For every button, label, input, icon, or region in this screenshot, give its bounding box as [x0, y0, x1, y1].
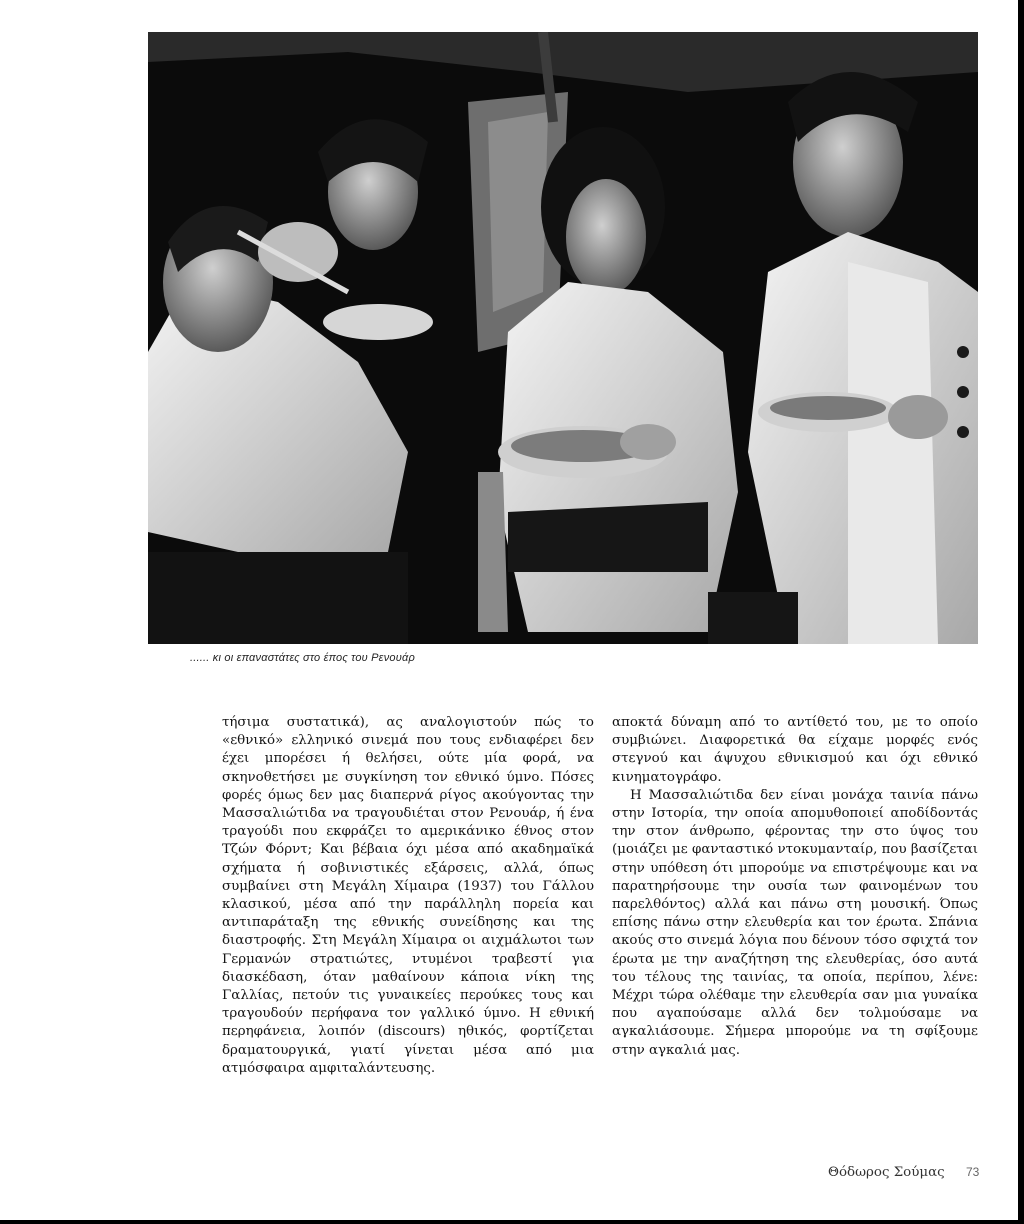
- photo-caption: ...... κι οι επαναστάτες στο έπος του Ρενουάρ: [190, 652, 415, 664]
- article-paragraph: τήσιμα συστατικά), ας αναλογιστούν πώς το «εθνικό» ελληνικό σινεμά που τους ενδιαφέρει δεν έχει μπορέσει ή θελήσει, ούτε μία φορά, να σκηνοθετήσει με συγκίνηση τον εθνικό ύμνο. Πόσες φορές όμως δεν μας διαπερνά ρίγος ακούγοντας την Μασσαλιώτιδα να τραγουδιέται στον Ρενουάρ, ή ένα τραγούδι που εκφράζει το αμερικάνικο έθνος στον Τζών Φόρντ; Και βέβαια όχι μέσα από ακαδημαϊκά σχήματα ή σοβινιστικές εξάρσεις, αλλά, όπως συμβαίνει στη Μεγάλη Χίμαιρα (1937) του Γάλλου κλασικού, μέσα από την παράλληλη πορεία και αντιπαράταξη της εθνικής συνείδησης και της διαστροφής. Στη Μεγάλη Χίμαιρα οι αιχμάλωτοι των Γερμανών στρατιώτες, ντυμένοι τραβεστί για διασκέδαση, όταν μαθαίνουν κάποια νίκη της Γαλλίας, πετούν τις γυναικείες περούκες τους και τραγουδούν περήφανα τον γαλλικό ύμνο. Η εθνική περηφάνεια, λοιπόν (discours) ηθικός, φορτίζεται δραματουργικά, γιατί γίνεται μέσα από μια ατμόσφαιρα αμφιταλάντευσης.: [222, 715, 594, 1076]
- article-paragraph: αποκτά δύναμη από το αντίθετό του, με το οποίο συμβιώνει. Διαφορετικά θα είχαμε μορφές ενός στεγνού και άψυχου εθνικισμού και όχι εθνικό κινηματογράφο.: [612, 715, 978, 785]
- film-still-photo: [148, 32, 978, 644]
- author-signature: Θόδωρος Σούμας: [828, 1165, 945, 1180]
- page-edge-right: [1018, 0, 1024, 1224]
- article-column-left: [222, 714, 594, 1078]
- page-number: 73: [966, 1165, 980, 1179]
- article-paragraph: Η Μασσαλιώτιδα δεν είναι μονάχα ταινία πάνω στην Ιστορία, την οποία απομυθοποιεί αποδίδοντάς την στον άνθρωπο, φέροντας την στο ύψος του (μοιάζει με φανταστικό ντοκυμανταίρ, που βασίζεται στην υπόθεση ότι μπορούμε να επιστρέψουμε και να παρατηρήσουμε την ουσία των φαινομένων του παρελθόντος) αλλά και πάνω στη μουσική. Όπως επίσης πάνω στην ελευθερία και τον έρωτα. Σπάνια ακούς στο σινεμά λόγια που δένουν τόσο σφιχτά τον έρωτα με την αναζήτηση της ελευθερίας, όσο αυτά του τέλους της ταινίας, τα οποία, περίπου, λένε: Μέχρι τώρα ολέθαμε την ελευθερία σαν μια γυναίκα που αγαπούσαμε αλλά δεν τολμούσαμε να αγκαλιάσουμε. Σήμερα μπορούμε να τη σφίξουμε στην αγκαλιά μας.: [612, 787, 978, 1058]
- page-edge-bottom: [0, 1220, 1024, 1224]
- article-column-right: [612, 714, 978, 1060]
